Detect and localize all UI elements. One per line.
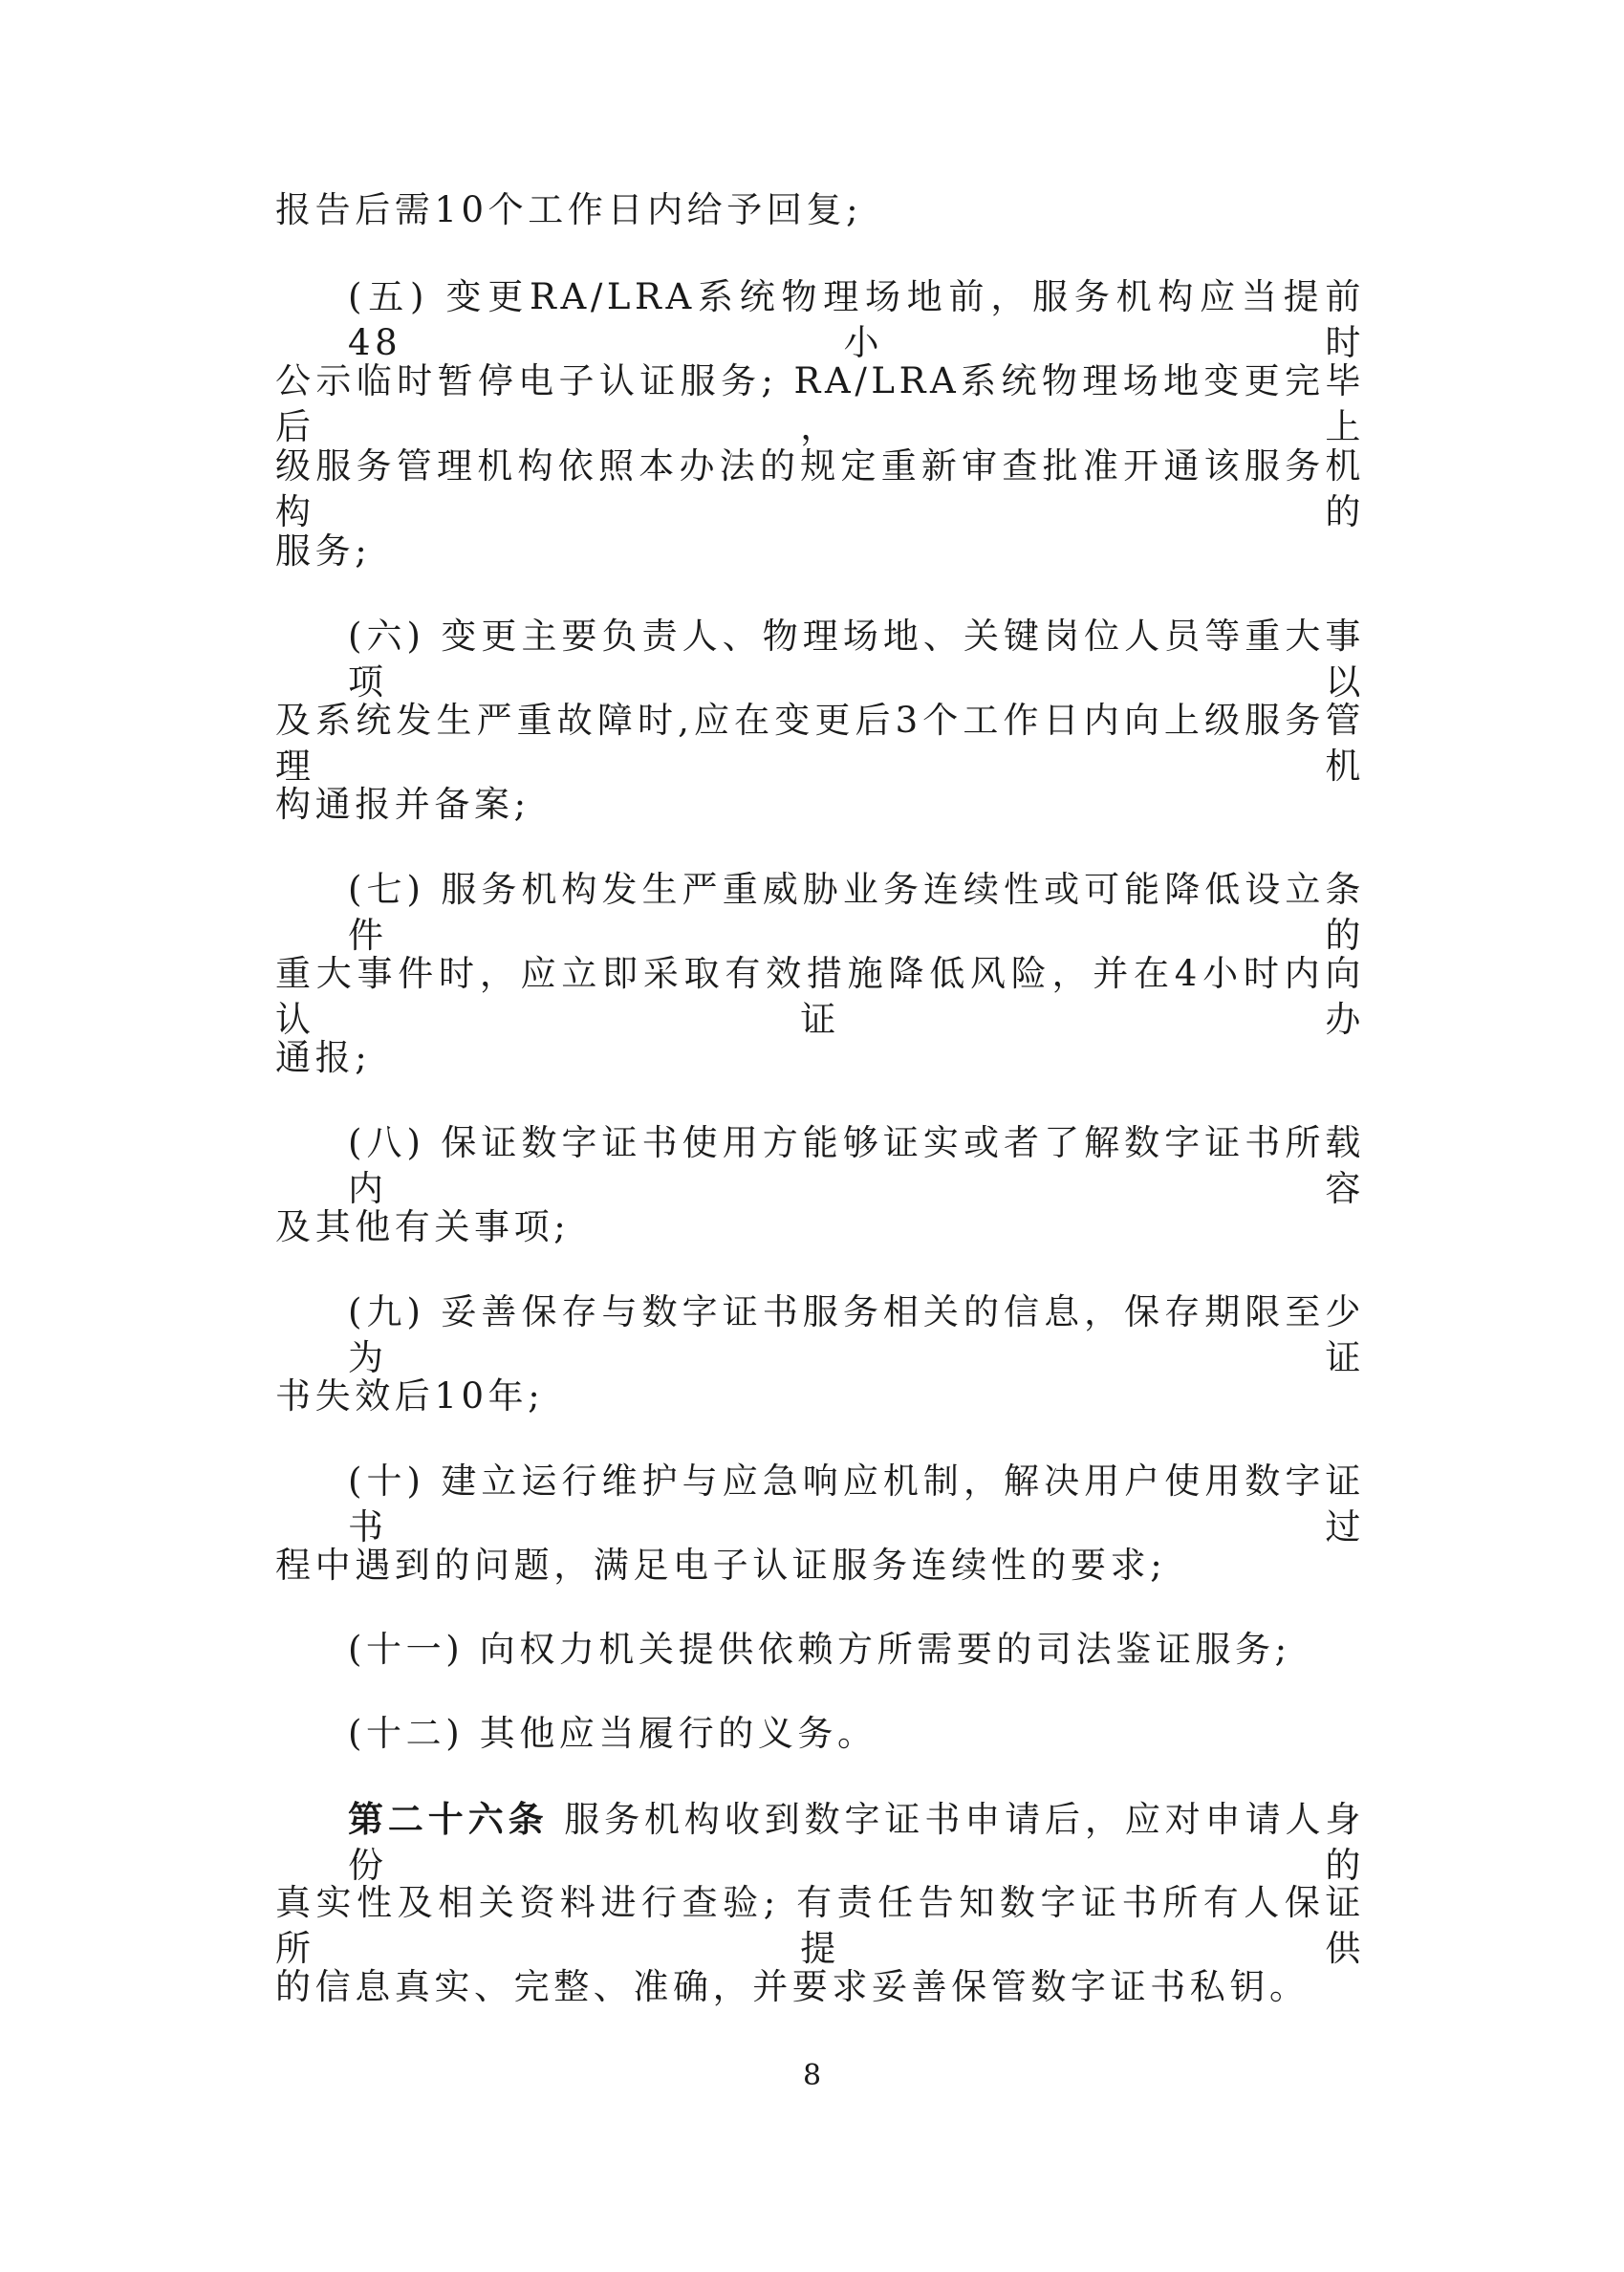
text-line: (十) 建立运行维护与应急响应机制，解决用户使用数字证书过 [348, 1461, 1365, 1547]
text-line: (十一) 向权力机关提供依赖方所需要的司法鉴证服务; [348, 1629, 1291, 1670]
text-line: 服务; [275, 530, 372, 572]
text-line: 真实性及相关资料进行查验; 有责任告知数字证书所有人保证所提供 [275, 1882, 1365, 1969]
text-line: (六) 变更主要负责人、物理场地、关键岗位人员等重大事项以 [348, 616, 1365, 703]
text-line: (八) 保证数字证书使用方能够证实或者了解数字证书所载内容 [348, 1122, 1365, 1209]
text-line: (九) 妥善保存与数字证书服务相关的信息，保存期限至少为证 [348, 1291, 1365, 1378]
text-line: 公示临时暂停电子认证服务; RA/LRA系统物理场地变更完毕后，上 [275, 360, 1365, 447]
text-line: 报告后需10个工作日内给予回复; [275, 189, 863, 230]
text-line: 构通报并备案; [275, 784, 531, 825]
text-line: 级服务管理机构依照本办法的规定重新审查批准开通该服务机构的 [275, 445, 1365, 532]
text-line: (十二) 其他应当履行的义务。 [348, 1713, 877, 1754]
text-line: 及系统发生严重故障时,应在变更后3个工作日内向上级服务管理机 [275, 700, 1365, 787]
article-line: 第二十六条 服务机构收到数字证书申请后，应对申请人身份的 [348, 1798, 1365, 1886]
text-line: (七) 服务机构发生严重威胁业务连续性或可能降低设立条件的 [348, 869, 1365, 956]
article-heading: 第二十六条 [348, 1798, 549, 1840]
text-line: 的信息真实、完整、准确，并要求妥善保管数字证书私钥。 [275, 1966, 1310, 2007]
text-line: (五) 变更RA/LRA系统物理场地前，服务机构应当提前48小时 [348, 276, 1365, 363]
text-line: 程中遇到的问题，满足电子认证服务连续性的要求; [275, 1545, 1167, 1586]
text-line: 重大事件时，应立即采取有效措施降低风险，并在4小时内向认证办 [275, 953, 1365, 1040]
text-line: 书失效后10年; [275, 1375, 545, 1417]
page-number: 8 [802, 2059, 822, 2092]
text-line: 通报; [275, 1037, 372, 1078]
text-line: 及其他有关事项; [275, 1206, 571, 1247]
